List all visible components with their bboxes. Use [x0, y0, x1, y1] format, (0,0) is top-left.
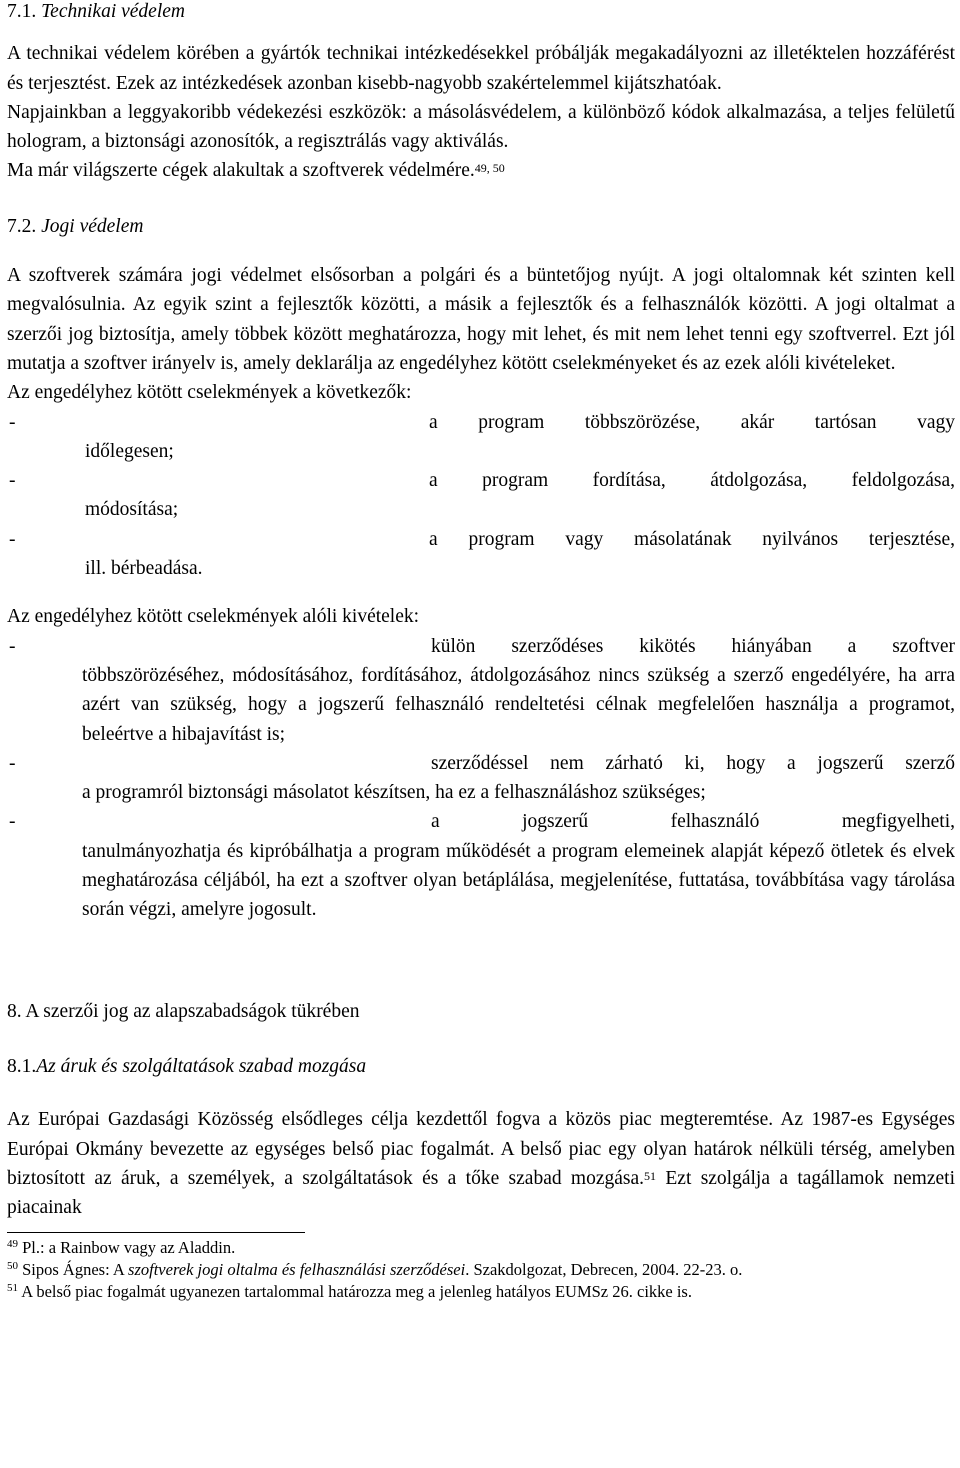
list-item-first-line: a jogszerű felhasználó megfigyelheti, — [431, 811, 955, 833]
list-item-first-line: a program fordítása, átdolgozása, feldolgozása, — [429, 470, 955, 492]
footnote-number: 50 — [7, 1260, 18, 1273]
footnote-50 — [7, 1259, 955, 1281]
list-exceptions — [7, 632, 955, 925]
heading-8-1 — [7, 1052, 955, 1081]
footnote-text: A belső piac fogalmát ugyanezen tartalommal határozza meg a jelenleg hatályos EUMSz 26. cikke is. — [18, 1282, 692, 1302]
heading-8: 8. A szerzői jog az alapszabadságok tükrében — [7, 1000, 360, 1022]
heading-title: Technikai védelem — [41, 1, 185, 22]
paragraph-7-1-a: A technikai védelem körében a gyártók technikai intézkedésekkel próbálják megakadályozni az illetéktelen hozzáférést és terjesztést. Ezek az intézkedések azonban kisebb-nagyobb szakértelemmel kijátszhatóak. — [7, 43, 955, 94]
paragraph-text: Ma már világszerte cégek alakultak a szoftverek védelmére. — [7, 160, 475, 182]
list-item-first-line: a program vagy másolatának nyilvános terjesztése, — [429, 528, 955, 550]
paragraph-7-1-c — [7, 156, 955, 185]
list-dash: - — [9, 635, 16, 657]
list-intro-exceptions: Az engedélyhez kötött cselekmények alóli kivételek: — [7, 606, 420, 628]
list-dash: - — [9, 752, 16, 774]
list-item — [7, 466, 955, 525]
footnote-separator — [7, 1232, 305, 1233]
heading-7-2 — [7, 212, 955, 241]
footnote-ref: 49, 50 — [474, 161, 505, 176]
footnote-text: Pl.: a Rainbow vagy az Aladdin. — [18, 1238, 236, 1258]
list-item-rest: tanulmányozhatja és kipróbálhatja a program működését a program elemeinek alapját képező ötletek és elvek meghatározása céljából, ha ezt a szoftver olyan betáplálása, megjelenítése, futtatása, továbbítása vagy tárolása során végzi, amelyre jogosult. — [82, 840, 955, 921]
heading-7-1 — [7, 0, 955, 26]
footnote-title: szoftverek jogi oltalma és felhasználási szerződései — [128, 1260, 466, 1280]
list-item-rest: módosítása; — [85, 499, 179, 521]
footnote-49 — [7, 1237, 955, 1259]
list-item-rest: ill. bérbeadása. — [85, 558, 203, 580]
paragraph-8-1 — [7, 1105, 955, 1222]
footnote-number: 49 — [7, 1238, 18, 1251]
paragraph-text: Az Európai Gazdasági Közösség elsődleges célja kezdettől fogva a közös piac megteremtése. Az 1987-es Egységes Európai Okmány bevezette az egységes belső piac fogalmát. A belső piac egy olyan határok nélküli térség, amelyben biztosított az áruk, a személyek, a szolgáltatások és a tőke szabad mozgása. — [7, 1109, 955, 1189]
paragraph-text-cont: Ezt szolgálja a tagállamok nemzeti piacainak — [7, 1167, 955, 1219]
list-dash: - — [9, 470, 16, 492]
list-item-first-line: a program többszörözése, akár tartósan vagy — [429, 411, 955, 433]
heading-number: 7.1. — [7, 1, 42, 22]
heading-title: Az áruk és szolgáltatások szabad mozgása — [36, 1055, 367, 1077]
list-item — [7, 749, 955, 808]
list-dash: - — [9, 411, 16, 433]
paragraph-7-1-b: Napjainkban a leggyakoribb védekezési eszközök: a másolásvédelem, a különböző kódok alkalmazása, a teljes felületű hologram, a biztonsági azonosítók, a regisztrálás vagy aktiválás. — [7, 101, 955, 153]
footnote-ref: 51 — [644, 1168, 657, 1183]
list-intro-permitted: Az engedélyhez kötött cselekmények a következők: — [7, 382, 412, 404]
list-permitted-acts — [7, 408, 955, 584]
list-item-rest: a programról biztonsági másolatot készítsen, ha ez a felhasználáshoz szükséges; — [82, 782, 706, 804]
footnotes — [7, 1237, 955, 1303]
list-dash: - — [9, 811, 16, 833]
list-item — [7, 632, 955, 749]
list-item-first-line: külön szerződéses kikötés hiányában a szoftver — [431, 635, 955, 657]
list-item — [7, 525, 955, 584]
list-item — [7, 807, 955, 924]
footnote-text-end: . Szakdolgozat, Debrecen, 2004. 22-23. o. — [465, 1260, 743, 1280]
list-dash: - — [9, 528, 16, 550]
list-item — [7, 408, 955, 467]
footnote-text: Sipos Ágnes: A — [18, 1260, 129, 1280]
footnote-51 — [7, 1281, 955, 1303]
list-item-first-line: szerződéssel nem zárható ki, hogy a jogszerű szerző — [431, 752, 955, 774]
heading-number: 8.1. — [7, 1055, 37, 1077]
document-page — [7, 0, 955, 1303]
list-item-rest: időlegesen; — [85, 440, 174, 462]
paragraph-7-2: A szoftverek számára jogi védelmet elsősorban a polgári és a büntetőjog nyújt. A jogi oltalomnak két szinten kell megvalósulnia. Az egyik szint a fejlesztők közötti, a másik a fejlesztők és a felhasználók közötti. A jogi oltalmat a szerzői jog biztosítja, amely többek között meghatározza, hogy mit lehet, és mit nem lehet tenni egy szoftverrel. Ezt jól mutatja a szoftver irányelv is, amely deklarálja az engedélyhez kötött cselekményeket és az ezek alóli kivételeket. — [7, 265, 955, 374]
list-item-rest: többszörözéséhez, módosításához, fordításához, átdolgozásához nincs szükség a szerző engedélyére, ha arra azért van szükség, hogy a jogszerű felhasználó rendeltetési célnak megfelelően használja a programot, beleértve a hibajavítást is; — [82, 664, 955, 745]
heading-title: Jogi védelem — [41, 215, 144, 237]
footnote-number: 51 — [7, 1282, 18, 1295]
heading-number: 7.2. — [7, 215, 42, 237]
